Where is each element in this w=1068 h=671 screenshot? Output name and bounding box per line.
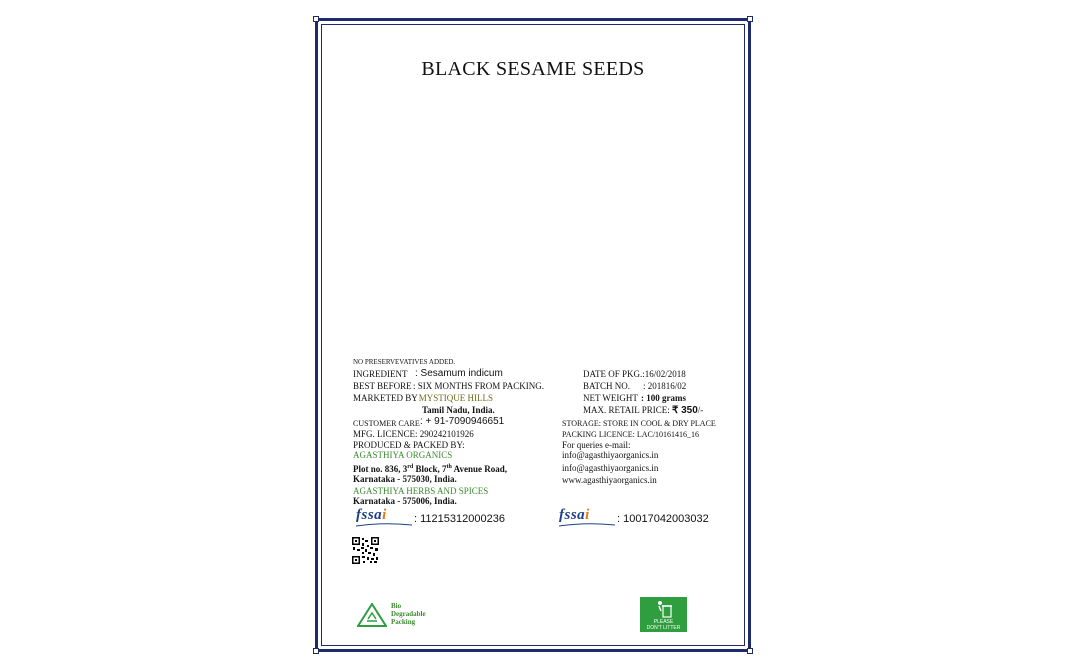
producer-name: AGASTHIYA ORGANICS [353, 450, 453, 460]
fssai-number-left: : 11215312000236 [414, 513, 505, 525]
corner-ornament [313, 648, 319, 654]
fssai-underline [356, 523, 412, 527]
herbs-state: Karnataka - 575006, India. [353, 496, 457, 506]
litter-line-2: DON'T LITTER [646, 625, 681, 631]
fssai-logo-i: i [382, 507, 387, 523]
fssai-underline [559, 523, 615, 527]
corner-ornament [313, 16, 319, 22]
produced-packed-by: PRODUCED & PACKED BY: [353, 440, 465, 450]
marketed-location: Tamil Nadu, India. [422, 405, 495, 415]
address-sup: rd [407, 464, 414, 470]
address-block: Block, 7 [413, 464, 447, 474]
bio-line-2: Degradable [391, 610, 426, 618]
mrp-label-text: MAX. RETAIL PRICE: [583, 405, 670, 415]
date-of-packing: DATE OF PKG.:16/02/2018 [583, 369, 686, 379]
customer-care-value: : + 91-7090946651 [420, 416, 505, 427]
herbs-name: AGASTHIYA HERBS AND SPICES [353, 486, 489, 496]
mrp-label [583, 405, 703, 416]
bio-line-3: Packing [391, 618, 416, 626]
fssai-logo-right [559, 507, 590, 524]
batch-label: BATCH NO. [583, 381, 631, 391]
corner-ornament [747, 16, 753, 22]
mrp-value: ₹ 350 [671, 405, 698, 416]
mrp-suffix: /- [697, 405, 704, 415]
producer-state: Karnataka - 575030, India. [353, 474, 457, 484]
mfg-licence: MFG. LICENCE: 290242101926 [353, 429, 474, 439]
address-plot: Plot no. 836, 3 [353, 464, 408, 474]
address-road: Avenue Road, [451, 464, 507, 474]
packing-licence: PACKING LICENCE: LAC/10161416_16 [562, 430, 700, 439]
email-1: info@agasthiyaorganics.in [562, 450, 659, 460]
fssai-logo-left [356, 507, 387, 524]
email-2: info@agasthiyaorganics.in [562, 463, 659, 473]
customer-care-label: CUSTOMER CARE [353, 419, 420, 428]
fssai-number-right: : 10017042003032 [617, 513, 709, 525]
marketed-by-label: MARKETED BY [353, 393, 418, 403]
net-weight-label: NET WEIGHT [583, 393, 638, 403]
qr-code-icon [352, 537, 379, 564]
no-preservatives-note: NO PRESERVEVATIVES ADDED. [353, 358, 456, 366]
ingredient-label: INGREDIENT [353, 369, 408, 379]
best-before-label: BEST BEFORE [353, 381, 412, 391]
please-dont-litter-badge [640, 597, 687, 632]
fssai-logo-text: fssa [559, 507, 586, 523]
fssai-logo-i: i [585, 507, 590, 523]
corner-ornament [747, 648, 753, 654]
batch-value: : 201816/02 [643, 381, 687, 391]
queries-label: For queries e-mail: [562, 440, 631, 450]
best-before-value: : SIX MONTHS FROM PACKING. [413, 381, 544, 391]
trash-bin-icon [656, 600, 672, 618]
net-weight-value: : 100 grams [641, 393, 686, 403]
recycle-triangle-icon [357, 603, 387, 627]
ingredient-value: : Sesamum indicum [415, 368, 503, 379]
fssai-logo-text: fssa [356, 507, 383, 523]
product-title: BLACK SESAME SEEDS [421, 58, 645, 80]
website: www.agasthiyaorganics.in [562, 475, 657, 485]
storage-instructions: STORAGE: STORE IN COOL & DRY PLACE [562, 419, 716, 428]
bio-line-1: Bio [391, 602, 402, 610]
address-sup: th [446, 464, 452, 470]
marketed-by-value: : MYSTIQUE HILLS [414, 393, 493, 403]
litter-line-1: PLEASE [653, 619, 674, 625]
label-inner-border [321, 24, 745, 646]
